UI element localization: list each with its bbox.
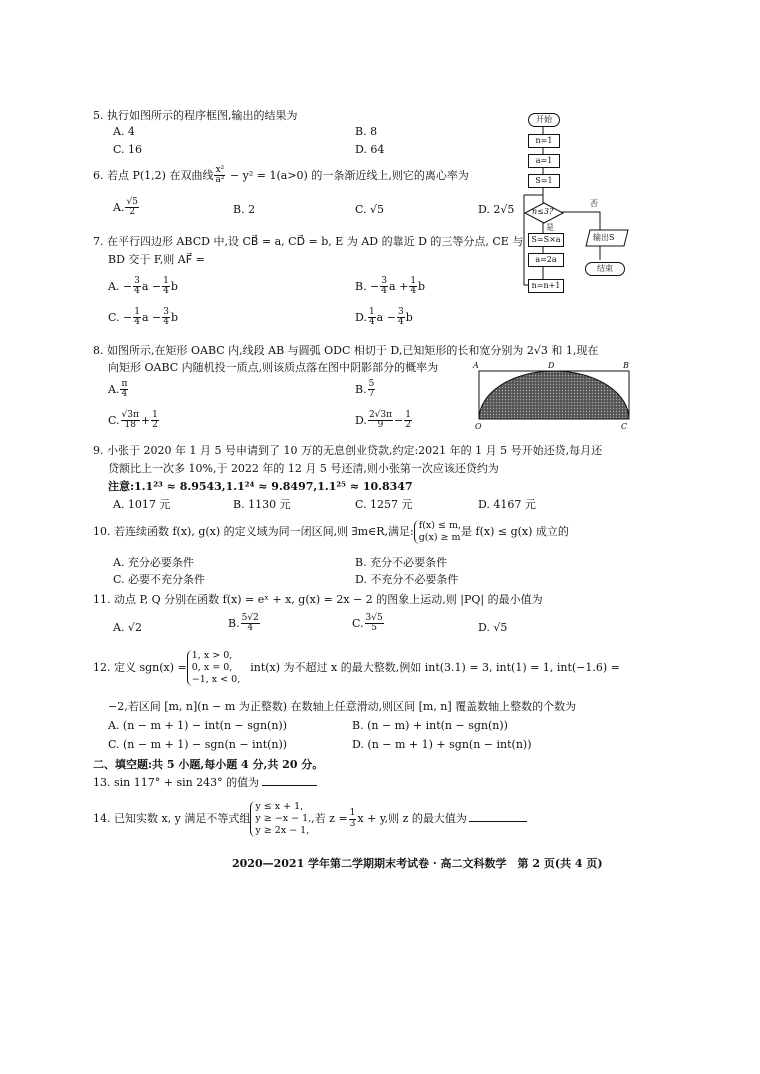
- q14-answer-blank[interactable]: [469, 821, 527, 822]
- q12-option-a: A. (n − m + 1) − int(n − sgn(n)): [108, 719, 288, 732]
- q7-option-b: [355, 277, 425, 297]
- q11-option-c: [352, 614, 385, 634]
- q7-b-d1: 4: [381, 286, 388, 297]
- q8-option-b: [355, 380, 376, 400]
- q8-option-c: [108, 411, 160, 431]
- fig8-label-d: D: [548, 361, 555, 370]
- q14-post: x + y,则 z 的最大值为: [357, 812, 467, 825]
- q12-pre: 12. 定义 sgn(x) =: [93, 661, 187, 674]
- q7-d-e: b: [405, 310, 413, 324]
- q9-option-d: D. 4167 元: [478, 498, 536, 511]
- q7-d-n2: 3: [397, 307, 404, 317]
- q7-line1: 7. 在平行四边形 ABCD 中,设 CB⃗ = a, CD⃗ = b, E 为 AD 的靠近 D 的三等分点, CE 与: [93, 235, 524, 248]
- q7-d-m: a −: [376, 310, 396, 324]
- q7-c-d1: 4: [134, 317, 140, 328]
- q11-option-a: A. √2: [113, 621, 142, 634]
- q10-option-b: B. 充分不必要条件: [355, 556, 448, 569]
- q7-b-e: b: [418, 279, 426, 293]
- q6-option-a: [113, 198, 140, 218]
- q7-c-lbl: C. −: [108, 310, 133, 324]
- q9-line1: 9. 小张于 2020 年 1 月 5 号申请到了 10 万的无息创业贷款,约定:2021 年的 1 月 5 号开始还贷,每月还: [93, 444, 603, 457]
- flow-start: 开始: [528, 113, 560, 127]
- q9-option-b: B. 1130 元: [233, 498, 291, 511]
- q11-option-d: D. √5: [478, 621, 508, 634]
- q7-d-d2: 4: [397, 317, 404, 328]
- q6-stem: [93, 166, 469, 186]
- q8-line2: 向矩形 OABC 内随机投一质点,则该质点落在图中阴影部分的概率为: [108, 361, 439, 374]
- flow-double-a: a=2a: [528, 253, 564, 267]
- q7-b-n1: 3: [381, 276, 388, 286]
- q12-brace-3: −1, x < 0,: [191, 674, 241, 685]
- q9-line2: 贷额比上一次多 10%,于 2022 年的 12 月 5 号还清,则小张第一次应该还贷约为: [108, 462, 499, 475]
- q7-a-n1: 3: [134, 276, 140, 286]
- q7-a-n2: 1: [163, 276, 169, 286]
- q8-c-den: 18: [124, 420, 136, 431]
- flow-cond: n≤3?: [532, 207, 554, 216]
- fig8-label-c: C: [621, 422, 628, 431]
- q10-pre: 10. 若连续函数 f(x), g(x) 的定义域为同一闭区间,则 ∃m∈R,满足:: [93, 525, 414, 538]
- q7-d-lbl: D.: [355, 310, 367, 324]
- q6-frac-num: x²: [215, 165, 225, 175]
- q10-brace-2: g(x) ≥ m: [418, 532, 461, 543]
- q8-d-minus: −: [394, 413, 404, 427]
- flow-yes-label: 是: [546, 223, 554, 232]
- q10-option-a: A. 充分必要条件: [113, 556, 194, 569]
- section-2-heading: 二、填空题:共 5 小题,每小题 4 分,共 20 分。: [93, 758, 324, 771]
- q12-brace-2: 0, x = 0,: [191, 662, 233, 673]
- q7-c-n2: 3: [163, 307, 169, 317]
- q11-stem: 11. 动点 P, Q 分别在函数 f(x) = eˣ + x, g(x) = 2x − 2 的图象上运动,则 |PQ| 的最小值为: [93, 593, 543, 606]
- q7-b-m: a +: [389, 279, 409, 293]
- q14-stem: [93, 801, 527, 837]
- q7-b-d2: 4: [410, 286, 417, 297]
- q7-d-n1: 1: [368, 307, 375, 317]
- q7-c-m: a −: [141, 310, 162, 324]
- q11-b-num: 5√2: [241, 613, 259, 623]
- q8-c-num: √3π: [121, 410, 139, 420]
- q13-answer-blank[interactable]: [262, 785, 317, 786]
- q7-c-n1: 1: [134, 307, 140, 317]
- q12-mid: int(x) 为不超过 x 的最大整数,例如 int(3.1) = 3, int(1) = 1, int(−1.6) =: [250, 661, 620, 674]
- q7-option-d: [355, 308, 413, 328]
- q6-a-num: √5: [126, 197, 138, 207]
- fig8-label-a: A: [473, 361, 479, 370]
- q7-b-lbl: B. −: [355, 279, 380, 293]
- q11-c-den: 5: [371, 623, 377, 634]
- q8-c-plus: +: [140, 413, 151, 427]
- q14-brace-3: y ≥ 2x − 1,: [255, 825, 310, 836]
- q11-b-den: 4: [247, 623, 254, 634]
- q12-line2: −2,若区间 [m, n](n − m 为正整数) 在数轴上任意滑动,则区间 [m, n] 覆盖数轴上整数的个数为: [108, 700, 577, 713]
- q6-a-label: A.: [113, 200, 125, 214]
- q8-b-den: 7: [368, 389, 375, 400]
- q6-a-den: 2: [129, 207, 136, 218]
- q7-a-m: a −: [141, 279, 162, 293]
- q8-d-num: 2√3π: [368, 410, 393, 420]
- q7-option-a: [108, 277, 178, 297]
- q6-option-b: B. 2: [233, 203, 256, 216]
- page-footer: 2020—2021 学年第二学期期末考试卷 · 高二文科数学 第 2 页(共 4 页): [232, 857, 603, 870]
- q7-a-e: b: [170, 279, 178, 293]
- q7-a-d2: 4: [163, 286, 169, 297]
- q14-brace-1: y ≤ x + 1,: [255, 801, 304, 812]
- q7-a-lbl: A. −: [108, 279, 133, 293]
- q11-c-num: 3√5: [365, 613, 383, 623]
- q7-d-d1: 4: [368, 317, 375, 328]
- shaded-arc-region: [479, 371, 629, 419]
- q8-line1: 8. 如图所示,在矩形 OABC 内,线段 AB 与圆弧 ODC 相切于 D,已知矩形的长和宽分别为 2√3 和 1,现在: [93, 344, 599, 357]
- q6-option-c: C. √5: [355, 203, 385, 216]
- q5-option-c: C. 16: [113, 143, 143, 156]
- q10-stem: [93, 520, 569, 544]
- fig8-label-b: B: [623, 361, 629, 370]
- q8-b-lbl: B.: [355, 382, 367, 396]
- flow-inc-n: n=n+1: [528, 279, 564, 293]
- flow-end: 结束: [585, 262, 625, 276]
- q8-a-num: π: [121, 379, 128, 389]
- q7-c-e: b: [170, 310, 179, 324]
- q7-b-n2: 1: [410, 276, 417, 286]
- q9-option-c: C. 1257 元: [355, 498, 413, 511]
- q8-c-den2: 2: [152, 420, 158, 431]
- q8-c-num2: 1: [152, 410, 158, 420]
- q14-brace-2: y ≥ −x − 1,: [255, 813, 312, 824]
- q6-option-d: D. 2√5: [478, 203, 515, 216]
- q7-line2: BD 交于 F,则 AF⃗ =: [108, 253, 205, 266]
- q14-pre: 14. 已知实数 x, y 满足不等式组: [93, 812, 251, 825]
- q11-b-lbl: B.: [228, 616, 240, 630]
- q13-text: 13. sin 117° + sin 243° 的值为: [93, 776, 260, 789]
- q12-option-d: D. (n − m + 1) + sgn(n − int(n)): [352, 738, 532, 751]
- flow-init-n: n=1: [528, 134, 560, 148]
- q8-d-den2: 2: [405, 420, 411, 431]
- q7-a-d1: 4: [134, 286, 140, 297]
- q12-option-b: B. (n − m) + int(n − sgn(n)): [352, 719, 508, 732]
- q5-option-a: A. 4: [113, 125, 135, 138]
- q7-option-c: [108, 308, 178, 328]
- q8-d-lbl: D.: [355, 413, 367, 427]
- flow-init-a: a=1: [528, 154, 560, 168]
- q8-a-den: 4: [121, 389, 128, 400]
- q8-option-a: [108, 380, 129, 400]
- q11-option-b: [228, 614, 261, 634]
- q8-a-lbl: A.: [108, 382, 120, 396]
- q8-option-d: [355, 411, 413, 431]
- q10-post: 是 f(x) ≤ g(x) 成立的: [461, 525, 569, 538]
- fig8-label-o: O: [475, 422, 482, 431]
- flow-no-label: 否: [590, 199, 598, 208]
- q14-frac-num: 1: [349, 808, 356, 819]
- q8-d-den: 9: [377, 420, 384, 431]
- q5-stem: 5. 执行如图所示的程序框图,输出的结果为: [93, 109, 298, 122]
- flow-mult: S=S×a: [528, 233, 564, 247]
- q12-option-c: C. (n − m + 1) − sgn(n − int(n)): [108, 738, 288, 751]
- q10-brace-1: f(x) ≤ m,: [418, 520, 462, 531]
- q11-c-lbl: C.: [352, 616, 364, 630]
- flow-output: 输出S: [593, 233, 615, 242]
- q5-option-d: D. 64: [355, 143, 385, 156]
- q9-option-a: A. 1017 元: [113, 498, 171, 511]
- q8-c-lbl: C.: [108, 413, 120, 427]
- q12-stem: [93, 650, 620, 686]
- q5-option-b: B. 8: [355, 125, 378, 138]
- q7-c-d2: 4: [163, 317, 169, 328]
- q14-frac-den: 3: [349, 818, 356, 829]
- q12-brace-1: 1, x > 0,: [191, 650, 233, 661]
- q13-stem: [93, 777, 317, 788]
- q6-frac-den: a²: [215, 175, 225, 186]
- q10-option-d: D. 不充分不必要条件: [355, 573, 459, 586]
- q9-note: 注意:1.1²³ ≈ 8.9543,1.1²⁴ ≈ 9.8497,1.1²⁵ ≈ 10.8347: [108, 480, 413, 493]
- q8-b-num: 5: [368, 379, 375, 389]
- q8-figure: [468, 362, 640, 434]
- q10-option-c: C. 必要不充分条件: [113, 573, 206, 586]
- flow-init-s: S=1: [528, 174, 560, 188]
- q6-post: − y² = 1(a>0) 的一条渐近线上,则它的离心率为: [226, 168, 469, 182]
- q6-pre: 6. 若点 P(1,2) 在双曲线: [93, 168, 214, 182]
- q14-mid: ,若 z =: [311, 812, 348, 825]
- q8-d-num2: 1: [405, 410, 411, 420]
